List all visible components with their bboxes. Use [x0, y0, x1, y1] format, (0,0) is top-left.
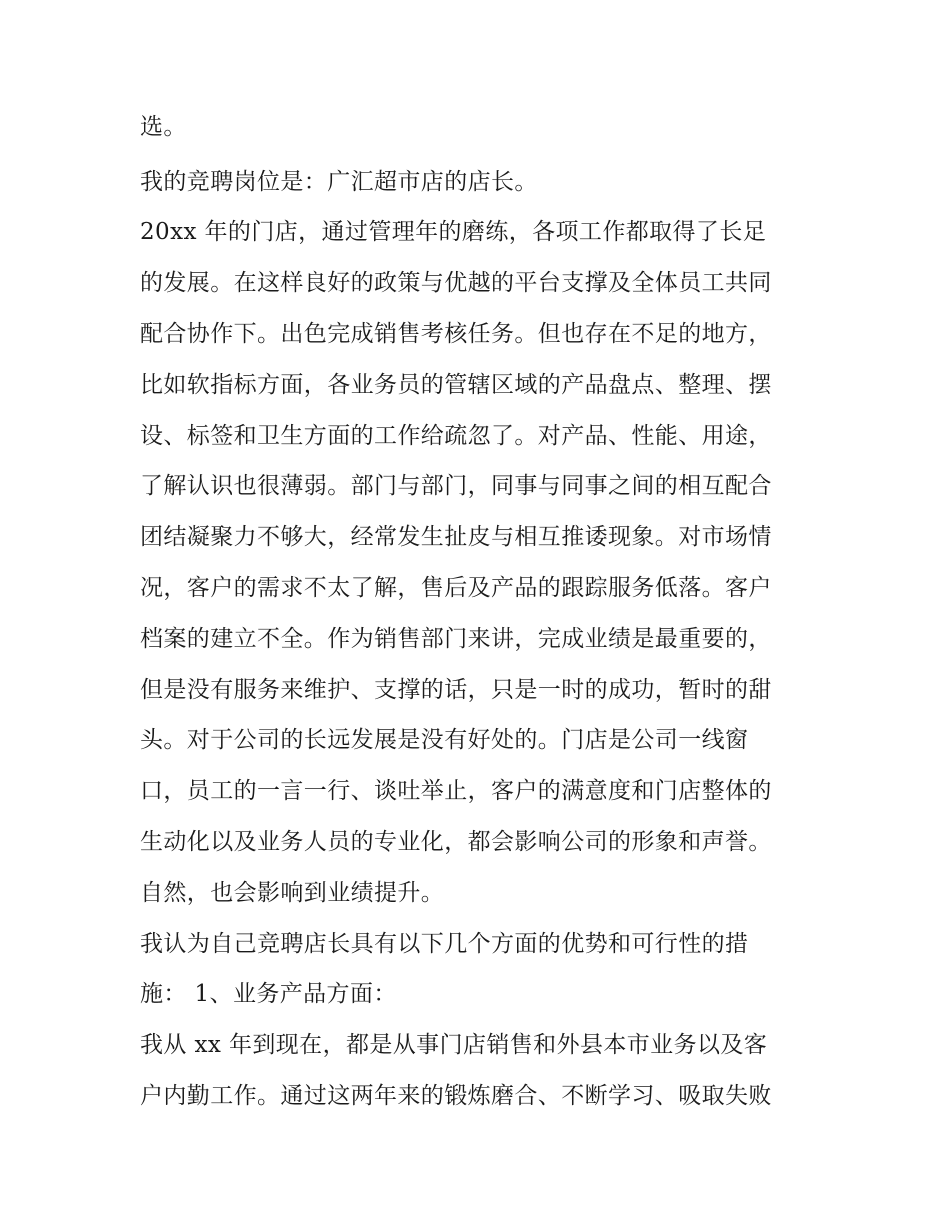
text-line: 设、标签和卫生方面的工作给疏忽了。对产品、性能、用途， [140, 423, 772, 449]
text-line: 比如软指标方面，各业务员的管辖区域的产品盘点、整理、摆 [140, 372, 772, 398]
text-line: 口，员工的一言一行、谈吐举止，客户的满意度和门店整体的 [140, 778, 772, 804]
text-line: 头。对于公司的长远发展是没有好处的。门店是公司一线窗 [140, 727, 749, 753]
text-line: 况，客户的需求不太了解，售后及产品的跟踪服务低落。客户 [140, 575, 772, 601]
text-line: 选。 [140, 114, 187, 140]
text-line: 我的竞聘岗位是：广汇超市店的店长。 [140, 169, 538, 195]
text-line: 档案的建立不全。作为销售部门来讲，完成业绩是最重要的， [140, 626, 772, 652]
text-line: 团结凝聚力不够大，经常发生扯皮与相互推诿现象。对市场情 [140, 524, 772, 550]
text-line: 的发展。在这样良好的政策与优越的平台支撑及全体员工共同 [140, 270, 772, 296]
text-line: 我认为自己竞聘店长具有以下几个方面的优势和可行性的措 [140, 931, 749, 957]
text-line: 了解认识也很薄弱。部门与部门，同事与同事之间的相互配合 [140, 473, 772, 499]
text-line: 生动化以及业务人员的专业化，都会影响公司的形象和声誉。 [140, 829, 772, 855]
text-line: 20xx 年的门店，通过管理年的磨练，各项工作都取得了长足 [140, 219, 767, 245]
text-line: 但是没有服务来维护、支撑的话，只是一时的成功，暂时的甜 [140, 677, 772, 703]
text-line: 施： 1、业务产品方面： [140, 981, 397, 1007]
text-line: 我从 xx 年到现在，都是从事门店销售和外县本市业务以及客 [140, 1032, 768, 1058]
text-line: 配合协作下。出色完成销售考核任务。但也存在不足的地方， [140, 321, 772, 347]
text-line: 自然，也会影响到业绩提升。 [140, 880, 445, 906]
text-line: 户内勤工作。通过这两年来的锻炼磨合、不断学习、吸取失败 [140, 1083, 772, 1109]
